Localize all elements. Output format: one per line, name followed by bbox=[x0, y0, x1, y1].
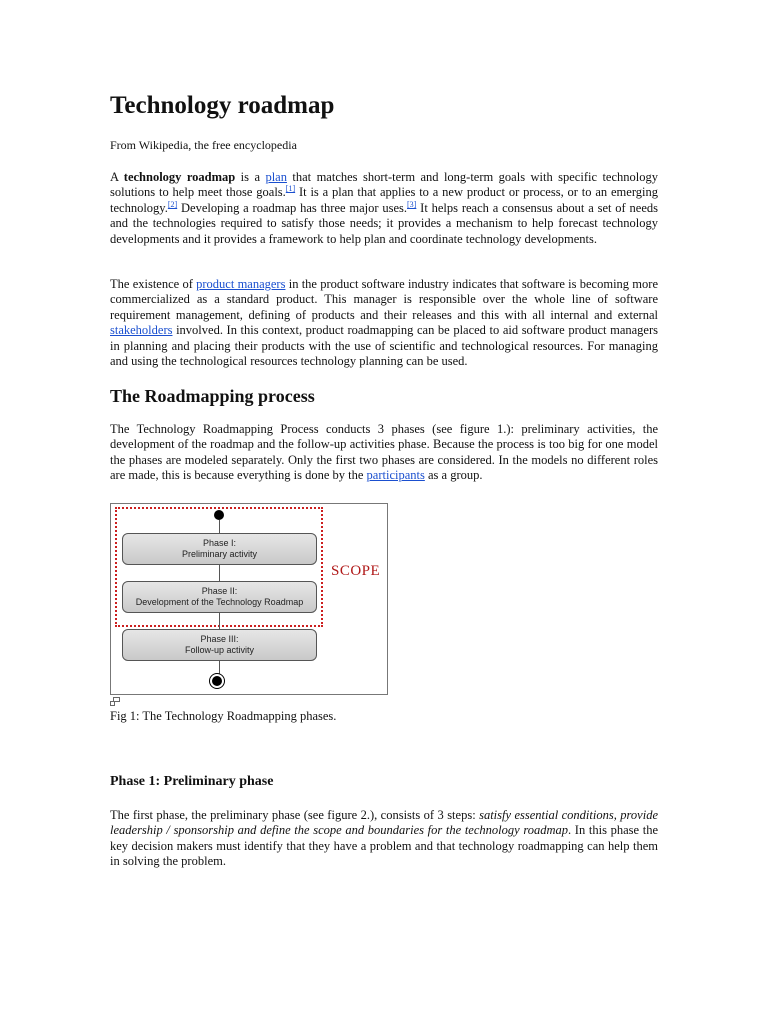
product-managers-paragraph: The existence of product managers in the product software industry indicates that software is becoming more commercialized as a standard product. This manager is responsible over the whole line of software requirement management, defining of products and their releases and this with all internal and external stakeholders involved. In this context, product roadmapping can be placed to aid software product managers in planning and placing their products with the use of scientific and technological resources. For managing and using the technological resources technology planning can be used. bbox=[110, 277, 658, 369]
link-stakeholders[interactable]: stakeholders bbox=[110, 323, 173, 338]
subheading: Phase 1: Preliminary phase bbox=[110, 774, 274, 789]
figure-caption: Fig 1: The Technology Roadmapping phases. bbox=[110, 709, 337, 723]
section-heading: The Roadmapping process bbox=[110, 386, 315, 406]
enlarge-icon[interactable] bbox=[110, 697, 120, 706]
phase-2-box: Phase II: Development of the Technology Roadmap bbox=[122, 581, 317, 613]
link-participants[interactable]: participants bbox=[366, 468, 425, 483]
ref-2[interactable]: [2] bbox=[167, 199, 178, 209]
flow-arrow bbox=[219, 565, 220, 581]
intro-paragraph: A technology roadmap is a plan that matches short-term and long-term goals with specific technology solutions to help meet those goals.[1] It is a plan that applies to a new product or process, or to an emerging technology.[2] Developing a roadmap has three major uses.[3] It helps reach a consensus about a set of needs and the technologies required to satisfy those needs; it provides a mechanism to help forecast technology developments and it provides a framework to help plan and coordinate technology developments. bbox=[110, 170, 658, 246]
phase1-paragraph: The first phase, the preliminary phase (see figure 2.), consists of 3 steps: satisfy essential conditions, provide leadership / sponsorship and define the scope and boundaries for the technology roadmap. In this phase the key decision makers must identify that they have a problem and that technology roadmapping can help them in solving the problem. bbox=[110, 808, 658, 869]
phase-3-box: Phase III: Follow-up activity bbox=[122, 629, 317, 661]
flow-arrow bbox=[219, 520, 220, 533]
phase-1-box: Phase I: Preliminary activity bbox=[122, 533, 317, 565]
roadmap-figure bbox=[110, 503, 388, 695]
page-title: Technology roadmap bbox=[110, 92, 335, 119]
ref-3[interactable]: [3] bbox=[407, 199, 417, 209]
process-paragraph: The Technology Roadmapping Process conducts 3 phases (see figure 1.): preliminary activities, the development of the roadmap and the follow-up activities phase. Because the process is too big for one model the phases are modeled separately. Only the first two phases are considered. In the models no different roles are made, this is because everything is done by the participants as a group. bbox=[110, 422, 658, 483]
bold-term: technology roadmap bbox=[123, 170, 236, 184]
end-node bbox=[212, 676, 222, 686]
link-plan[interactable]: plan bbox=[265, 170, 287, 184]
start-node bbox=[214, 510, 224, 520]
italic-steps: satisfy essential conditions, provide leadership / sponsorship and define the scope and boundaries for the technology roadmap bbox=[110, 808, 658, 838]
link-product-managers[interactable]: product managers bbox=[196, 277, 286, 291]
subtitle: From Wikipedia, the free encyclopedia bbox=[110, 138, 297, 152]
scope-label: SCOPE bbox=[331, 563, 381, 579]
ref-1[interactable]: [1] bbox=[285, 184, 296, 194]
flow-arrow bbox=[219, 613, 220, 629]
flow-arrow bbox=[219, 661, 220, 676]
